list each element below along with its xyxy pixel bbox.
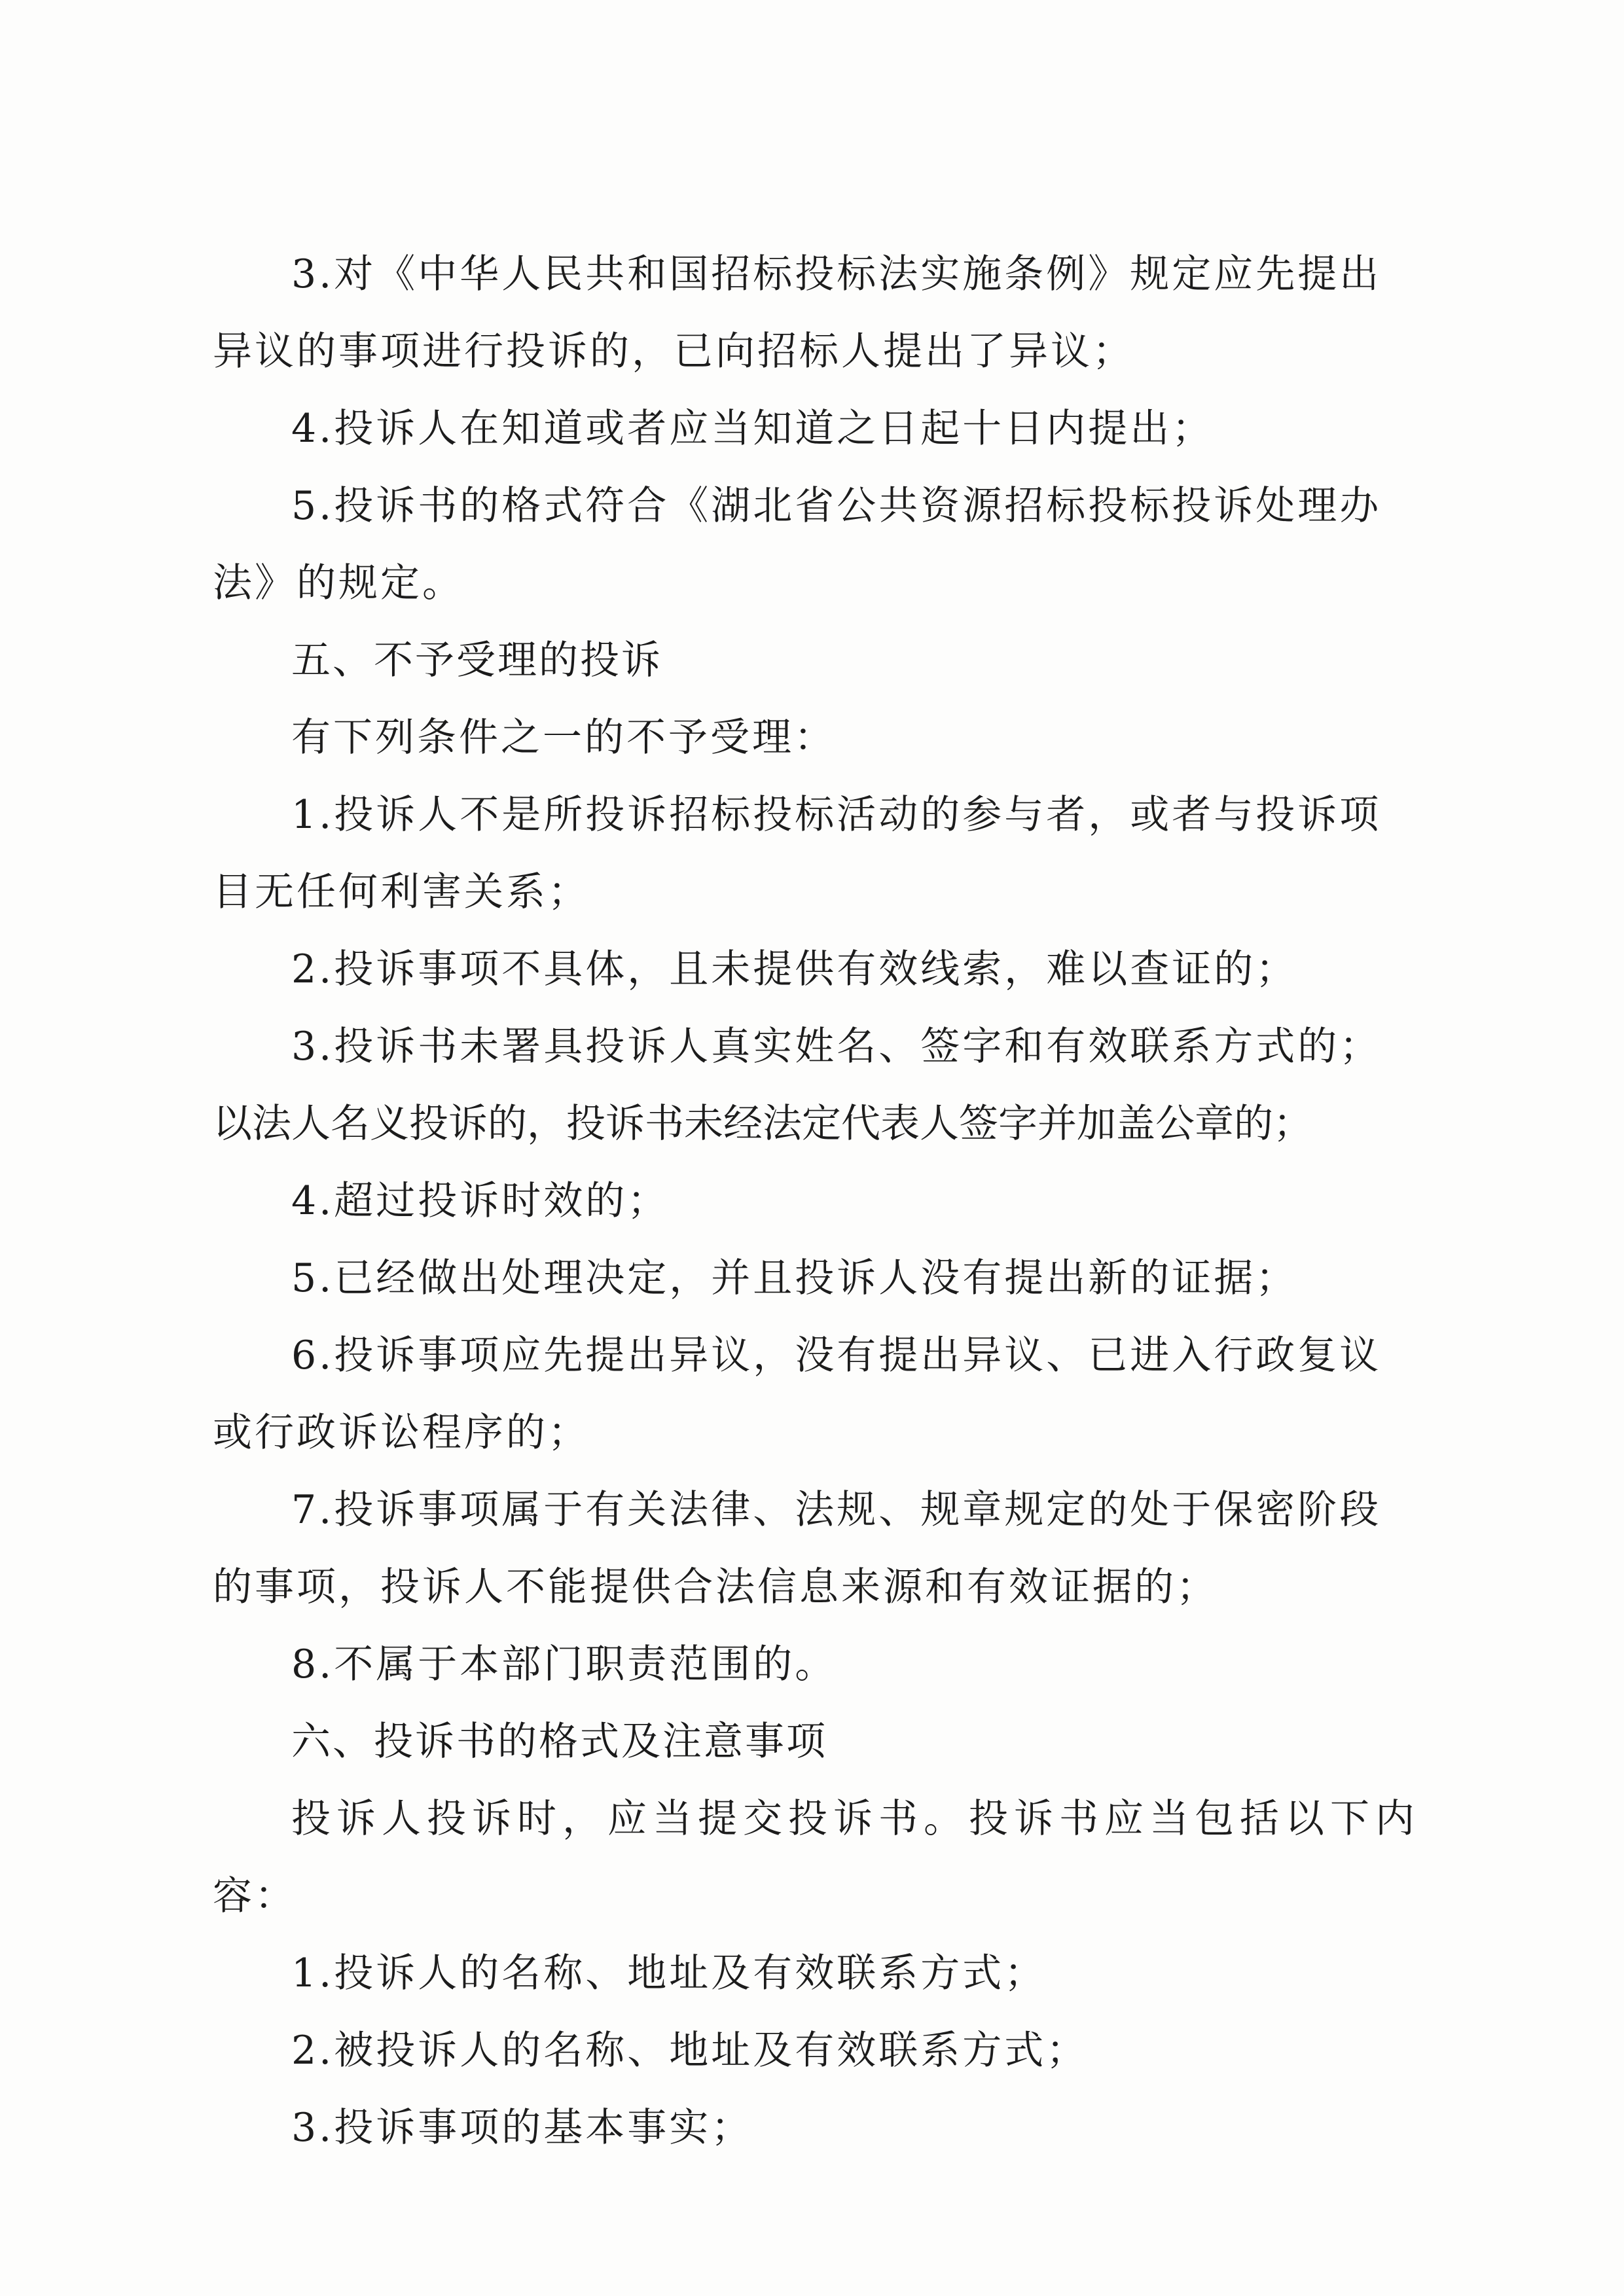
text-line: 5.投诉书的格式符合《湖北省公共资源招标投标投诉处理办: [291, 483, 1382, 529]
rejection-item-1: [213, 776, 1417, 931]
text-line: 4.超过投诉时效的；: [291, 1178, 670, 1224]
heading-text: 六、投诉书的格式及注意事项: [291, 1719, 827, 1765]
section-heading-five: [213, 622, 1417, 699]
text-line: 1.投诉人不是所投诉招标投标活动的参与者，或者与投诉项: [291, 792, 1382, 838]
text-line: 或行政诉讼程序的；: [213, 1410, 590, 1456]
text-line: 8.不属于本部门职责范围的。: [291, 1641, 837, 1687]
letter-content-item-3: [213, 2089, 1417, 2166]
text-line: 3.投诉事项的基本事实；: [291, 2105, 753, 2151]
item-5-condition: [213, 467, 1417, 622]
letter-content-item-2: [213, 2012, 1417, 2089]
rejection-item-7: [213, 1471, 1417, 1626]
document-body: [213, 236, 1417, 2166]
text-line: 异议的事项进行投诉的，已向招标人提出了异议；: [213, 329, 1134, 374]
text-line: 5.已经做出处理决定，并且投诉人没有提出新的证据；: [291, 1255, 1298, 1301]
rejection-item-2: [213, 931, 1417, 1008]
text-line: 3.对《中华人民共和国招标投标法实施条例》规定应先提出: [291, 251, 1382, 297]
text-line: 6.投诉事项应先提出异议，没有提出异议、已进入行政复议: [291, 1333, 1382, 1378]
complaint-letter-intro: [213, 1780, 1417, 1935]
heading-text: 五、不予受理的投诉: [291, 637, 662, 683]
rejection-item-3: [213, 1008, 1417, 1162]
text-line: 以法人名义投诉的，投诉书未经法定代表人签字并加盖公章的；: [213, 1101, 1312, 1147]
item-4-condition: [213, 390, 1417, 467]
text-line: 的事项，投诉人不能提供合法信息来源和有效证据的；: [213, 1564, 1218, 1610]
letter-content-item-1: [213, 1935, 1417, 2012]
text-line: 有下列条件之一的不予受理：: [291, 715, 836, 761]
text-line: 目无任何利害关系；: [213, 869, 590, 915]
text-line: 1.投诉人的名称、地址及有效联系方式；: [291, 1950, 1047, 1996]
intro-paragraph: [213, 699, 1417, 776]
text-line: 4.投诉人在知道或者应当知道之日起十日内提出；: [291, 406, 1214, 452]
text-line: 7.投诉事项属于有关法律、法规、规章规定的处于保密阶段: [291, 1487, 1382, 1533]
rejection-item-6: [213, 1317, 1417, 1471]
rejection-item-8: [213, 1626, 1417, 1703]
text-line: 3.投诉书未署具投诉人真实姓名、签字和有效联系方式的；: [291, 1024, 1382, 1069]
text-line: 2.被投诉人的名称、地址及有效联系方式；: [291, 2028, 1089, 2073]
section-heading-six: [213, 1703, 1417, 1780]
rejection-item-5: [213, 1240, 1417, 1317]
text-line: 2.投诉事项不具体，且未提供有效线索，难以查证的；: [291, 946, 1298, 992]
rejection-item-4: [213, 1162, 1417, 1240]
text-line: 投诉人投诉时，应当提交投诉书。投诉书应当包括以下内容：: [213, 1796, 1417, 1919]
text-line: 法》的规定。: [213, 560, 464, 606]
item-3-condition: [213, 236, 1417, 390]
